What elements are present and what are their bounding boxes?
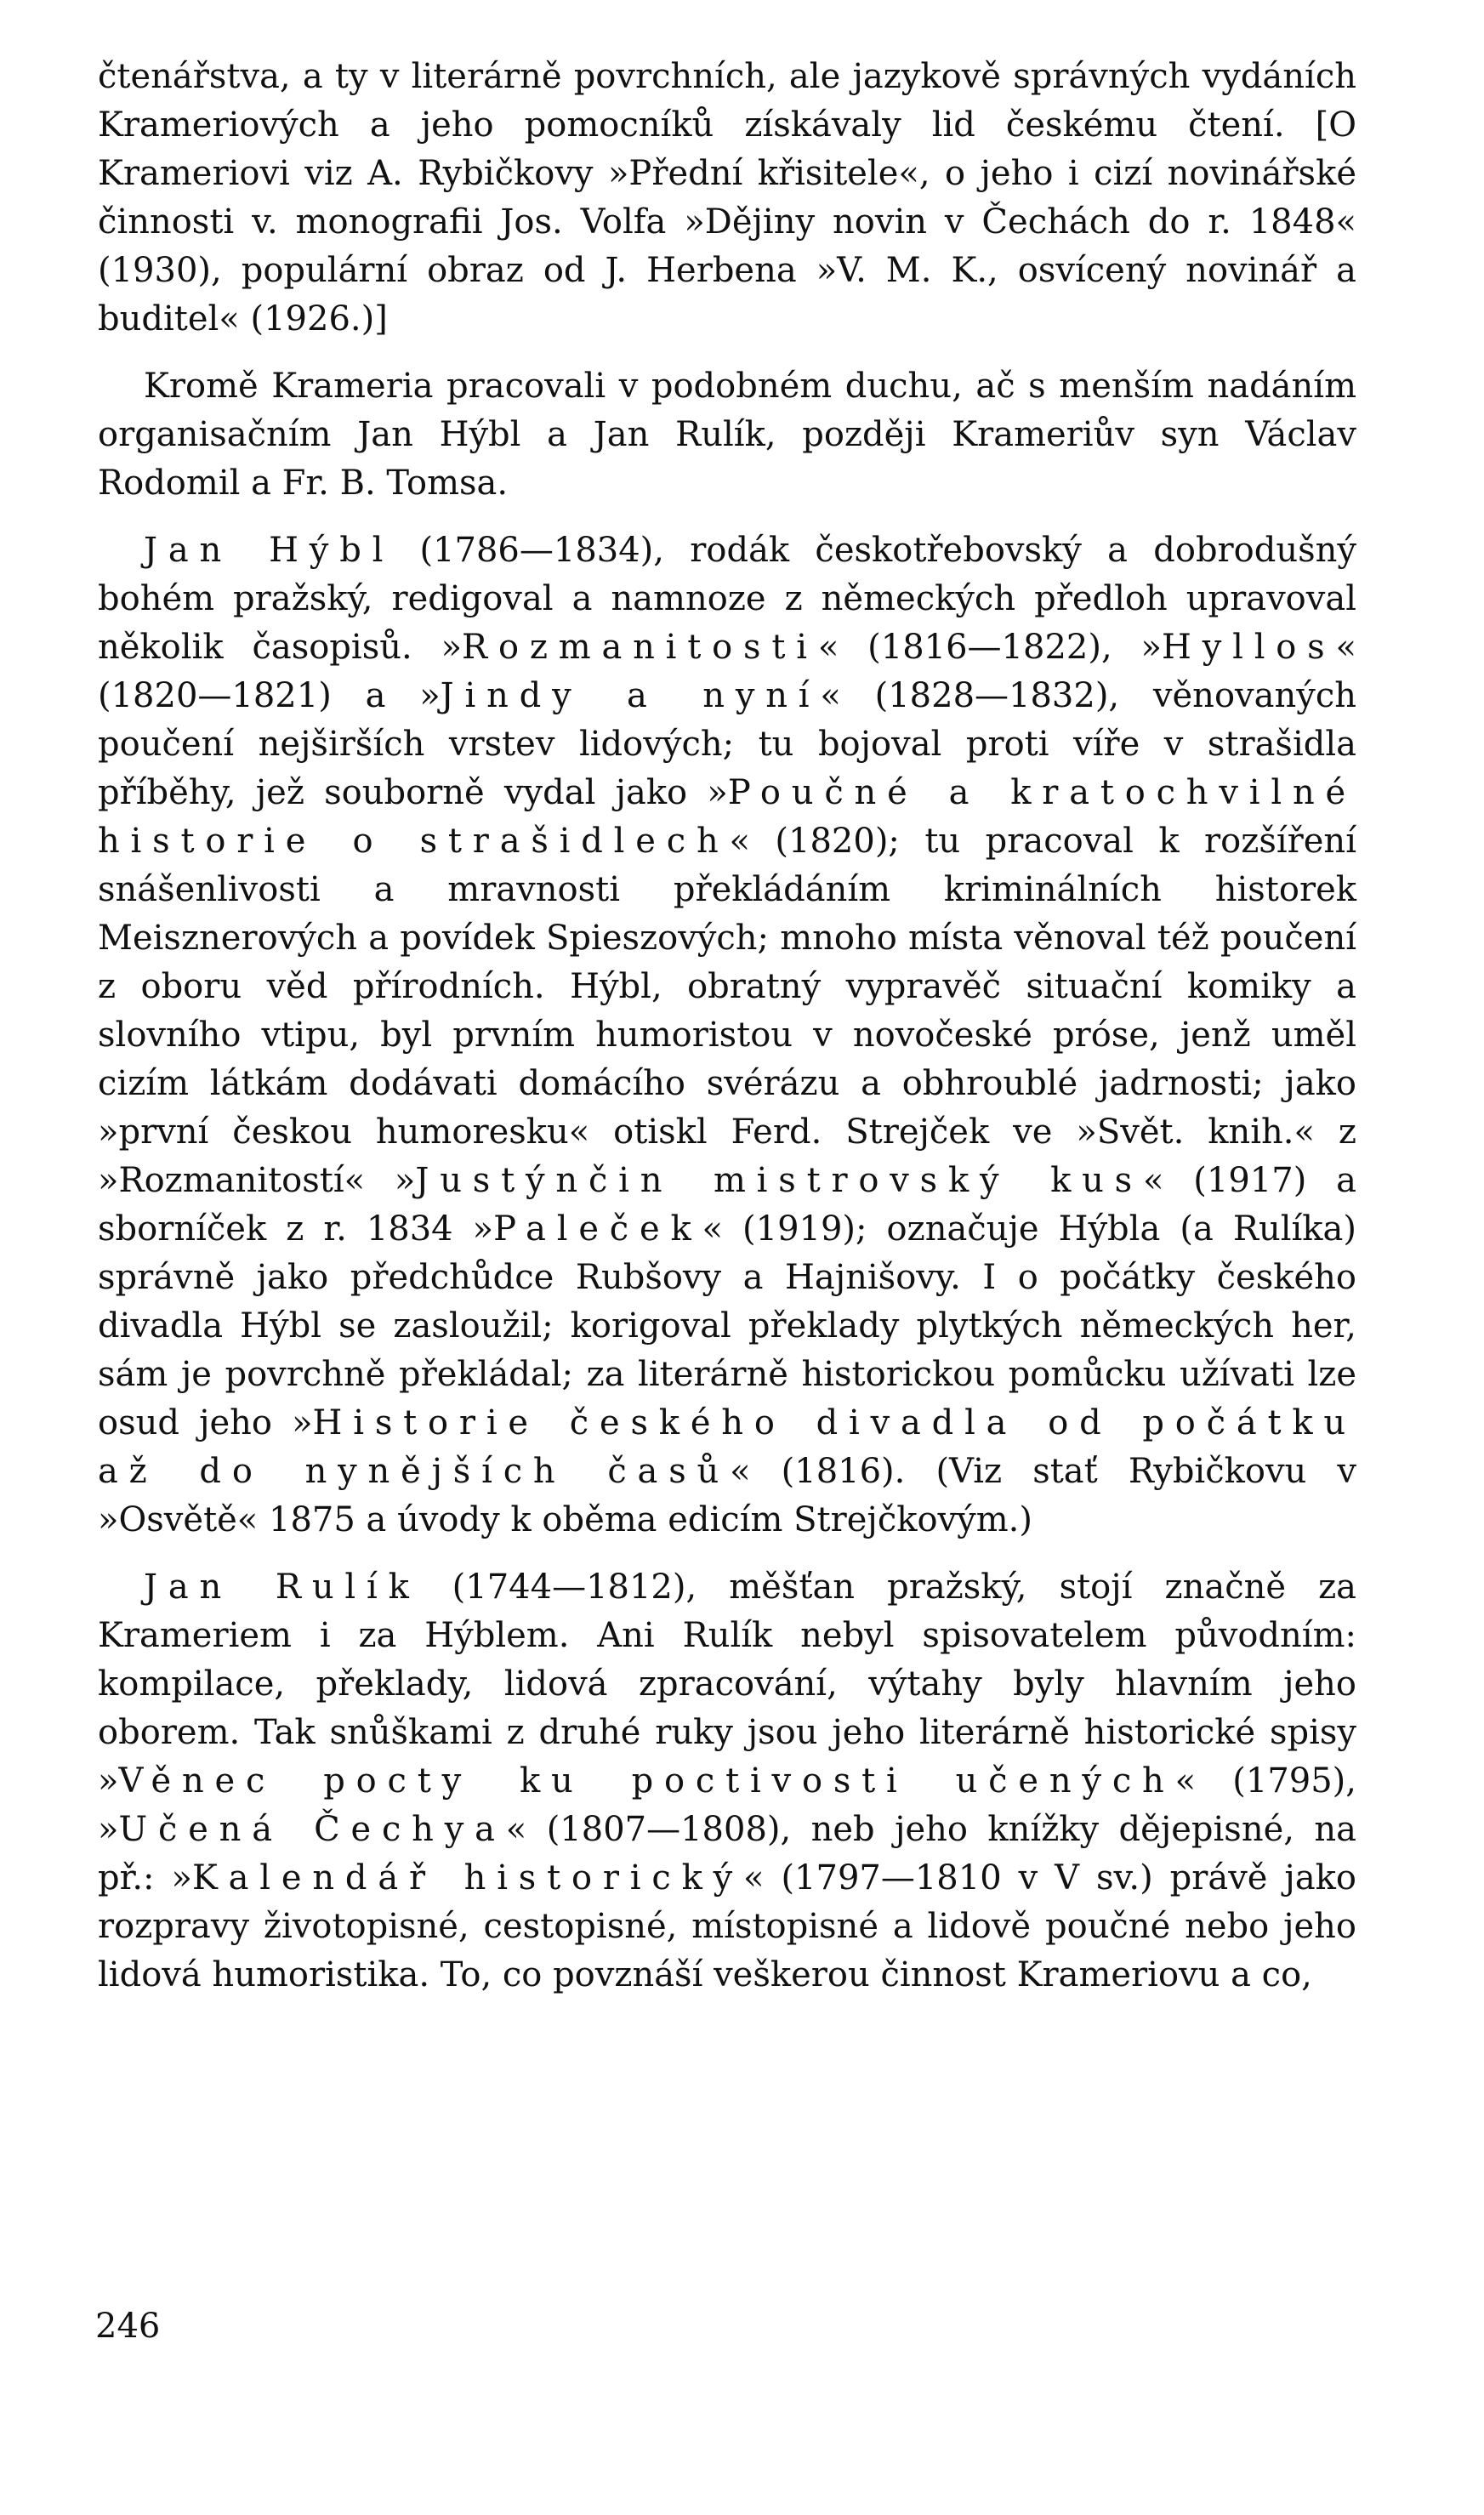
spaced-title: Poučné a kratochvilné historie o strašidlech	[98, 773, 1356, 861]
text-run: (1786—1834), rodák českotřebovský a dobrodušný bohém pražský, redigoval a namnoze z německých předloh upravoval několik časopisů. »	[98, 531, 1356, 667]
text-run: « (1820—1821) a »	[98, 628, 1356, 715]
spaced-title: Historie českého divadla od počátku až do nynějších časů	[98, 1403, 1356, 1491]
paragraph-4	[98, 1563, 1356, 2000]
text-run: (1744—1812), měšťan pražský, stojí značně za Krameriem i za Hýblem. Ani Rulík nebyl spisovatelem původním: kompilace, překlady, lidová zpracování, výtahy byly hlavním jeho oborem. Tak snůškami z druhé ruky jsou jeho literárně historické spisy »	[98, 1568, 1357, 1801]
spaced-title: Jan Rulík	[144, 1568, 420, 1607]
text-run: « (1795), »	[98, 1761, 1356, 1849]
spaced-title: Paleček	[493, 1209, 702, 1249]
paragraph-3	[98, 526, 1356, 1545]
text-run: « (1816). (Viz stať Rybičkovu v »Osvětě« 1875 a úvody k oběma edicím Strejčkovým.)	[98, 1452, 1356, 1539]
text-run: « (1828—1832), věnovaných poučení nejširších vrstev lidových; tu bojoval proti víře v strašidla příběhy, jež souborně vydal jako »	[98, 676, 1356, 812]
text-run: « (1917) a sborníček z r. 1834 »	[98, 1161, 1356, 1249]
text-run: čtenářstva, a ty v literárně povrchních, ale jazykově správných vydáních Krameriových a jeho pomocníků získávaly lid českému čtení. [O Krameriovi viz A. Rybičkovy »Přední křisitele«, o jeho i cizí novinářské činnosti v. monografii Jos. Volfa »Dějiny novin v Čechách do r. 1848« (1930), populární obraz od J. Herbena »V. M. K., osvícený novinář a buditel« (1926.)]	[98, 57, 1356, 339]
text-run: « (1820); tu pracoval k rozšíření snášenlivosti a mravnosti překládáním kriminálních historek Meisznerových a povídek Spieszových; mnoho místa věnoval též poučení z oboru věd přírodních. Hýbl, obratný vypravěč situační komiky a slovního vtipu, byl prvním humoristou v novočeské próse, jenž uměl cizím látkám dodávati domácího svérázu a obhroublé jadrnosti; jako »první českou humoresku« otiskl Ferd. Strejček ve »Svět. knih.« z »Rozmanitostí« »	[98, 822, 1356, 1200]
spaced-title: Kalendář historický	[191, 1858, 744, 1898]
spaced-title: Hyllos	[1162, 628, 1336, 667]
spaced-title: Rozmanitosti	[462, 628, 818, 667]
page-number: 246	[95, 2307, 161, 2346]
paragraph-1	[98, 53, 1356, 344]
spaced-title: Učená Čechya	[118, 1810, 506, 1849]
text-run: Kromě Krameria pracovali v podobném duchu, ač s menším nadáním organisačním Jan Hýbl a Jan Rulík, později Krameriův syn Václav Rodomil a Fr. B. Tomsa.	[98, 367, 1356, 503]
text-run: « (1816—1822), »	[817, 628, 1163, 667]
spaced-title: Justýnčin mistrovský kus	[415, 1161, 1143, 1200]
page-body	[98, 53, 1356, 2000]
text-run: « (1807—1808), neb jeho knížky dějepisné, na př.: »	[98, 1810, 1356, 1898]
text-run: « (1919); označuje Hýbla (a Rulíka) správně jako předchůdce Rubšovy a Hajnišovy. I o počátky českého divadla Hýbl se zasloužil; korigoval překlady plytkých německých her, sám je povrchně překládal; za literárně historickou pomůcku užívati lze osud jeho »	[98, 1209, 1356, 1442]
spaced-title: Jindy a nyní	[440, 676, 821, 715]
text-run: « (1797—1810 v V sv.) právě jako rozpravy životopisné, cestopisné, místopisné a lidově poučné nebo jeho lidová humoristika. To, co povznáší veškerou činnost Krameriovu a co,	[98, 1858, 1356, 1994]
spaced-title: Jan Hýbl	[144, 531, 395, 570]
paragraph-2	[98, 362, 1356, 508]
spaced-title: Věnec pocty ku poctivosti učených	[118, 1761, 1175, 1801]
